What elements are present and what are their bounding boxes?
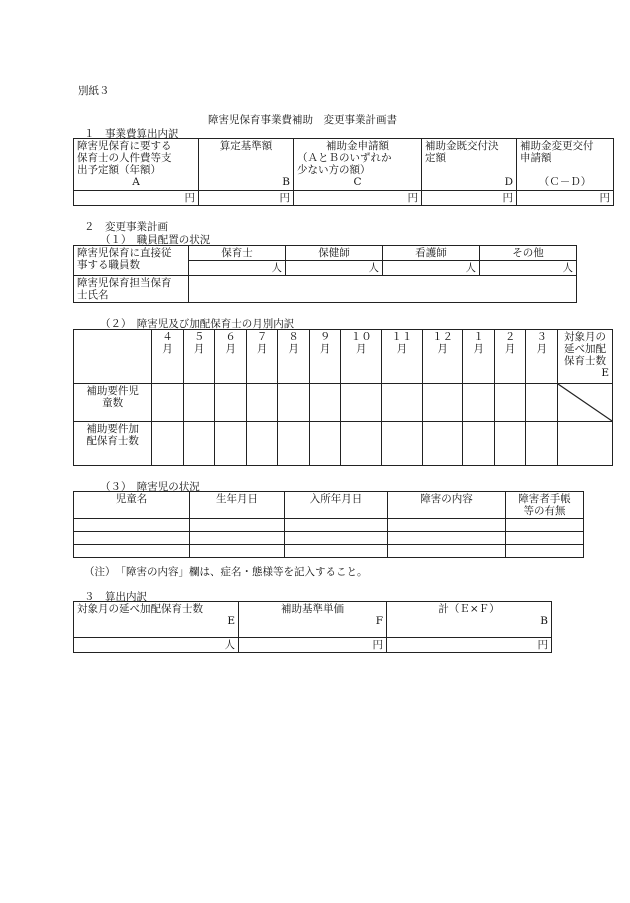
section2-sub3: （３） 障害児の状況 [100,481,200,493]
month-cell-r1-5[interactable] [278,384,310,422]
monthly-total-header [557,330,612,384]
staff-col-kangoshi: 看護師 [383,246,480,261]
month-cell-r1-6[interactable] [309,384,341,422]
section2-sub2: （２） 障害児及び加配保育士の月別内訳 [100,318,295,330]
s3-col-b [387,602,552,638]
child-cell[interactable] [190,545,285,558]
staff-unit-4: 人 [480,261,577,276]
section3-header-row [74,602,552,638]
section2-sub1: （１） 職員配置の状況 [100,234,211,246]
child-cell[interactable] [388,532,506,545]
section3-heading: ３ 算出内訳 [84,591,147,603]
month-header-9 [422,330,463,384]
child-cell[interactable] [190,532,285,545]
staff-unit-3: 人 [383,261,480,276]
month-header-5 [278,330,310,384]
month-header-12-unit: 月 [536,343,547,355]
staff-label-l2: 事する職員数 [77,259,140,271]
s1-col-d-l1: 補助金既交付決 [425,140,499,152]
month-header-4-unit: 月 [256,343,268,355]
s3-col-e-code: E [227,615,235,627]
s1-col-e [517,139,614,191]
child-cell[interactable] [190,519,285,532]
month-cell-r2-4[interactable] [246,422,278,466]
month-cell-r2-3[interactable] [215,422,247,466]
section1-header-row [74,139,614,191]
month-cell-r2-10[interactable] [463,422,495,466]
month-cell-r1-11[interactable] [494,384,526,422]
month-cell-r2-5[interactable] [278,422,310,466]
section1-table [73,138,614,206]
month-header-10-num: １ [473,331,484,343]
month-header-8-num: １１ [391,331,413,343]
month-header-7-unit: 月 [355,343,367,355]
s1-unit-a: 円 [74,191,199,206]
month-cell-r2-1[interactable] [152,422,184,466]
staff-charge-l1: 障害児保育担当保育 [77,277,172,289]
month-header-7-num: １０ [350,331,372,343]
diagonal-line-icon [558,384,612,421]
monthly-total-header-l3: 保育士数 [563,355,606,367]
child-row [74,545,584,558]
month-cell-r2-7[interactable] [341,422,382,466]
child-cell[interactable] [285,545,388,558]
staff-label-l1: 障害児保育に直接従 [77,247,172,259]
month-cell-r1-10[interactable] [463,384,495,422]
month-header-2-num: ５ [193,331,205,343]
s3-col-f-code: F [375,615,383,627]
s1-col-a-l1: 障害児保育に要する [77,140,172,152]
month-header-6 [309,330,341,384]
month-header-3-unit: 月 [225,343,236,355]
s1-col-d-code: D [504,176,513,188]
month-header-8 [382,330,423,384]
child-col-5-l1: 障害者手帳 [518,493,571,505]
month-cell-r1-12[interactable] [526,384,558,422]
month-header-6-num: ９ [319,331,331,343]
child-cell[interactable] [74,532,190,545]
month-header-4 [246,330,278,384]
child-header-row [74,492,584,519]
month-header-9-num: １２ [432,331,454,343]
s3-unit-e: 人 [74,638,239,653]
month-header-5-num: ８ [288,331,299,343]
month-cell-r1-7[interactable] [341,384,382,422]
monthly-header-row [74,330,613,384]
s1-col-a-code: A [132,176,140,188]
child-cell[interactable] [388,519,506,532]
s1-col-a-l3: 出予定額（年額） [77,164,161,176]
section2-note: （注） 「障害の内容」欄は、症名・態様等を記入すること。 [84,566,368,578]
monthly-total-header-l1: 対象月の [563,331,606,343]
staff-charge-label [74,276,189,303]
staff-col-hokenshi: 保健師 [286,246,383,261]
month-header-8-unit: 月 [396,343,408,355]
month-header-9-unit: 月 [437,343,448,355]
s3-col-b-label: 計（Ｅ×Ｆ） [438,603,500,615]
month-header-11-unit: 月 [504,343,516,355]
s1-col-c-l1: 補助金申請額 [326,140,389,152]
month-header-2 [183,330,215,384]
s1-unit-c: 円 [294,191,422,206]
section3-table [73,601,552,653]
s3-col-f-label: 補助基準単価 [281,603,344,615]
child-status-table [73,491,584,558]
child-cell[interactable] [506,545,584,558]
month-cell-r1-9[interactable] [422,384,463,422]
child-col-4 [388,492,506,519]
s1-col-c-l2: （ＡとＢのいずれか [297,152,392,164]
s3-col-b-code: B [540,615,548,627]
staff-unit-2: 人 [286,261,383,276]
month-header-4-num: ７ [256,331,268,343]
staff-charge-row [74,276,577,303]
month-cell-r2-6[interactable] [309,422,341,466]
month-header-7 [341,330,382,384]
month-header-6-unit: 月 [319,343,331,355]
staff-charge-names [189,276,577,303]
monthly-row1-l1: 補助要件児 [86,385,139,397]
child-cell[interactable] [74,545,190,558]
child-col-2-l1: 生年月日 [216,493,258,505]
month-cell-r1-1[interactable] [152,384,184,422]
child-col-3 [285,492,388,519]
s1-col-e-l1: 補助金変更交付 [520,140,594,152]
monthly-row1-l2: 童数 [102,397,124,409]
child-cell[interactable] [285,519,388,532]
monthly-row2-l1: 補助要件加 [86,423,139,435]
page-title: 障害児保育事業費補助 変更事業計画書 [208,114,397,126]
monthly-table [73,329,613,466]
month-header-10 [463,330,495,384]
staff-unit-1: 人 [189,261,286,276]
monthly-total-header-l4: E [601,367,609,379]
child-col-5-l2: 等の有無 [523,505,566,517]
monthly-row1-label [74,384,152,422]
month-header-12-num: ３ [536,331,547,343]
month-header-5-unit: 月 [288,343,299,355]
staff-col-hoikushi: 保育士 [189,246,286,261]
monthly-row-children [74,384,613,422]
s1-col-c [294,139,422,191]
child-cell[interactable] [506,519,584,532]
child-col-3-l1: 入所年月日 [309,493,363,505]
section3-value-row [74,638,552,653]
child-col-5 [506,492,584,519]
s3-col-e [74,602,239,638]
s1-unit-b: 円 [199,191,294,206]
monthly-row2-label [74,422,152,466]
child-cell[interactable] [74,519,190,532]
s3-col-f [239,602,387,638]
attachment-label: 別紙３ [78,85,110,97]
s1-col-d [422,139,517,191]
s1-col-b-l1: 算定基準額 [219,140,273,152]
child-row [74,519,584,532]
month-header-12 [526,330,558,384]
staff-label [74,246,189,276]
s1-col-d-l2: 定額 [425,152,446,164]
s1-col-c-code: C [353,176,362,188]
s3-unit-f: 円 [239,638,387,653]
month-cell-r1-2[interactable] [183,384,215,422]
s3-col-e-label: 対象月の延べ加配保育士数 [77,603,203,615]
month-cell-r1-3[interactable] [215,384,247,422]
month-cell-r1-4[interactable] [246,384,278,422]
s1-unit-d: 円 [422,191,517,206]
month-cell-r2-11[interactable] [494,422,526,466]
child-cell[interactable] [388,545,506,558]
staff-col-other: その他 [480,246,577,261]
child-col-1 [74,492,190,519]
monthly-corner [74,330,152,384]
month-cell-r1-8[interactable] [382,384,423,422]
child-cell[interactable] [285,532,388,545]
month-header-2-unit: 月 [193,343,205,355]
month-header-3-num: ６ [225,331,236,343]
monthly-row2-l2: 配保育士数 [86,435,139,447]
s1-col-a [74,139,199,191]
month-header-3 [215,330,247,384]
s1-col-e-l2: 申請額 [520,152,552,164]
monthly-row-staff [74,422,613,466]
child-row [74,532,584,545]
month-header-1-unit: 月 [162,343,173,355]
s1-col-c-l3: 少ない方の額） [297,164,371,176]
child-col-1-l1: 児童名 [115,493,148,505]
month-header-1-num: ４ [162,331,173,343]
s1-col-b [199,139,294,191]
child-cell[interactable] [506,532,584,545]
staff-table [73,245,577,303]
child-col-4-l1: 障害の内容 [420,493,473,505]
monthly-total-header-l2: 延べ加配 [563,343,606,355]
month-header-11-num: ２ [504,331,516,343]
staff-header-row [74,246,577,261]
month-header-11 [494,330,526,384]
month-header-10-unit: 月 [473,343,484,355]
s1-unit-e: 円 [517,191,614,206]
month-cell-r2-9[interactable] [422,422,463,466]
child-col-2 [190,492,285,519]
monthly-total-cell[interactable] [557,422,612,466]
s1-col-e-code: （Ｃ－Ｄ） [538,176,592,188]
month-header-1 [152,330,184,384]
s1-col-b-code: B [282,176,290,188]
monthly-total-diagonal [557,384,612,422]
s1-col-a-l2: 保育士の人件費等支 [77,152,172,164]
staff-charge-l2: 士氏名 [77,289,109,301]
month-cell-r2-12[interactable] [526,422,558,466]
month-cell-r2-8[interactable] [382,422,423,466]
section1-heading: １ 事業費算出内訳 [84,128,179,140]
month-cell-r2-2[interactable] [183,422,215,466]
section1-amount-row [74,191,614,206]
s3-unit-b: 円 [387,638,552,653]
section2-heading: ２ 変更事業計画 [84,221,168,233]
